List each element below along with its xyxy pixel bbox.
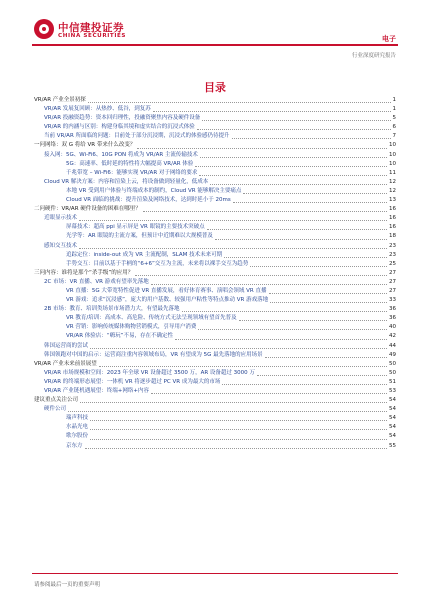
toc-entry-page: 10: [389, 151, 396, 158]
toc-leader-dots: [199, 175, 387, 176]
footer-divider: [32, 573, 398, 574]
toc-entry-page: 1: [392, 97, 396, 103]
toc-entry[interactable]: [34, 442, 396, 451]
toc-entry-title: 歌尔股份: [66, 433, 89, 440]
toc-entry[interactable]: [34, 314, 396, 323]
toc-leader-dots: [68, 411, 387, 412]
industry-section-label: 电子: [382, 35, 396, 43]
toc-entry-page: 1: [392, 106, 396, 113]
toc-entry-title: VR/AR 产业全景初探: [34, 97, 86, 103]
toc-leader-dots: [137, 148, 387, 149]
toc-leader-dots: [90, 429, 387, 430]
toc-entry-title: 当前 VR/AR 所面临的问题：目前处于部分沉浸期，沉浸式的体验感仍待提升: [44, 133, 230, 140]
toc-leader-dots: [270, 302, 387, 303]
toc-entry[interactable]: [34, 260, 396, 269]
toc-entry-title: 本地 VR 受到用户体验与终端成本的制约，Cloud VR 能够解决主要痛点: [66, 187, 242, 194]
toc-entry-title: VR/AR 发展复回顾：从热炒、低谷，到复苏: [44, 106, 151, 113]
toc-entry-page: 40: [389, 324, 396, 331]
toc-leader-dots: [80, 402, 387, 403]
toc-leader-dots: [151, 284, 387, 285]
toc-entry-page: 51: [389, 378, 396, 385]
toc-entry[interactable]: [34, 196, 396, 205]
toc-entry[interactable]: [34, 405, 396, 414]
toc-leader-dots: [239, 320, 387, 321]
toc-entry-page: 54: [389, 406, 396, 413]
toc-entry[interactable]: [34, 296, 396, 305]
toc-entry[interactable]: [34, 242, 396, 251]
toc-leader-dots: [79, 220, 387, 221]
toc-entry-page: 7: [392, 133, 396, 140]
toc-leader-dots: [90, 439, 387, 440]
toc-entry-title: VR 游戏：追求“沉浸感”，庞大的用户基数、较强用户粘性等特点推动 VR 游戏落地: [66, 297, 269, 304]
toc-entry[interactable]: [34, 287, 396, 296]
toc-entry-page: 27: [389, 278, 396, 285]
toc-entry[interactable]: [34, 369, 396, 378]
report-type-label: 行业深度研究报告: [351, 53, 396, 59]
toc-leader-dots: [215, 239, 387, 240]
toc-entry[interactable]: [34, 332, 396, 341]
toc-entry-title: VR/AR 产业未来前景展望: [34, 360, 97, 367]
toc-entry[interactable]: [34, 160, 396, 169]
company-name-cn: 中信建投证券: [58, 22, 124, 34]
toc-entry-title: 千兆带宽 – Wi-Fi6：能够实现 VR/AR 对于网络的要求: [66, 169, 198, 176]
toc-entry-title: 京东方: [66, 442, 83, 449]
toc-entry-page: 27: [389, 287, 396, 294]
toc-entry[interactable]: [34, 223, 396, 232]
toc-entry-page: 11: [389, 169, 396, 176]
toc-entry-title: 三问内容：谁将是那个“杀手级”的应用？: [34, 269, 134, 276]
toc-entry-title: VR 营销：影响传统媒体购物营销模式，引导用户消费: [66, 324, 197, 331]
toc-entry[interactable]: [34, 269, 396, 278]
toc-entry-page: 54: [389, 433, 396, 440]
toc-entry[interactable]: [34, 351, 396, 360]
toc-entry-page: 54: [389, 424, 396, 431]
toc-leader-dots: [233, 202, 387, 203]
toc-entry[interactable]: [34, 123, 396, 132]
toc-entry-page: 36: [389, 306, 396, 313]
toc-title: 目录: [204, 81, 226, 94]
toc-leader-dots: [202, 120, 390, 121]
toc-entry-page: 13: [389, 197, 396, 204]
toc-entry-title: 2B 市场：教育、培训类场景市场潜力大，有望最先落地: [44, 306, 180, 313]
toc-entry-title: VR 教育/培训：高成本、高危险、传统方式无法呈现领域有望首先普及: [66, 315, 237, 322]
toc-entry-page: 50: [389, 369, 396, 376]
toc-entry[interactable]: [34, 132, 396, 141]
table-of-contents: [34, 96, 396, 451]
toc-entry-title: 手势交互：目前以基于手柄的“6+6”交互为主流，未来将以裸手交互为趋势: [66, 260, 249, 267]
toc-entry[interactable]: [34, 305, 396, 314]
toc-leader-dots: [135, 275, 387, 276]
toc-entry-title: 感知交互技术: [44, 242, 78, 249]
toc-leader-dots: [175, 339, 387, 340]
toc-entry-page: 6: [392, 124, 396, 131]
toc-entry-title: 接入网：5G、Wi-Fi6、10G PON 将成为 VR/AR 主流传输技术: [44, 151, 198, 158]
toc-entry[interactable]: [34, 251, 396, 260]
toc-entry-page: 27: [389, 269, 396, 276]
toc-entry[interactable]: [34, 323, 396, 332]
toc-entry-page: 10: [389, 142, 396, 149]
footer-disclaimer: 请参阅最后一页的重要声明: [34, 582, 101, 588]
toc-entry-page: 10: [389, 160, 396, 167]
toc-entry-title: VR/AR 的内涵与区别：构建身临其境和虚实结合的沉浸式体验: [44, 124, 195, 131]
toc-entry[interactable]: [34, 214, 396, 223]
toc-leader-dots: [90, 348, 387, 349]
company-logo-icon: [34, 19, 54, 39]
toc-entry-title: 硬件公司: [44, 406, 67, 413]
toc-entry-page: 49: [389, 351, 396, 358]
toc-entry-page: 23: [389, 251, 396, 258]
toc-entry-title: Cloud VR 面临的挑战：提升渲染及网络技术，达到时延小于 20ms: [66, 197, 231, 204]
toc-entry-page: 54: [389, 397, 396, 404]
toc-leader-dots: [210, 184, 387, 185]
toc-entry-title: 二问硬件：VR/AR 硬件设备的困难在哪里？: [34, 206, 141, 213]
toc-leader-dots: [250, 266, 387, 267]
toc-leader-dots: [200, 157, 387, 158]
toc-leader-dots: [198, 329, 387, 330]
toc-entry-title: Cloud VR 解决方案：内容和渲染上云，将设备做到轻量化，低成本: [44, 178, 209, 185]
toc-entry[interactable]: [34, 432, 396, 441]
toc-entry[interactable]: [34, 360, 396, 369]
toc-entry-title: 韩国领跑对中国的启示：运营商注重内容领域布局，VR 有望成为 5G 最先落地的应用场景: [44, 351, 263, 358]
toc-entry[interactable]: [34, 151, 396, 160]
toc-entry-page: 12: [389, 187, 396, 194]
toc-entry-page: 53: [389, 388, 396, 394]
toc-leader-dots: [222, 384, 387, 385]
toc-entry-page: 55: [389, 442, 396, 449]
toc-entry[interactable]: [34, 178, 396, 187]
toc-entry[interactable]: [34, 141, 396, 150]
toc-entry-page: 50: [389, 360, 396, 367]
toc-leader-dots: [243, 193, 387, 194]
toc-entry-title: 瑞声科技: [66, 415, 89, 422]
toc-entry[interactable]: [34, 232, 396, 241]
toc-entry-page: 36: [389, 315, 396, 322]
toc-entry[interactable]: [34, 342, 396, 351]
toc-entry-title: 水晶光电: [66, 424, 89, 431]
toc-entry-title: 2C 市场：VR 直播、VR 游戏有望率先落地: [44, 278, 149, 285]
toc-entry[interactable]: [34, 387, 396, 396]
toc-entry-title: 屏幕技术：超高 ppi 显示屏是 VR 眼镜的主要技术突破点: [66, 224, 205, 231]
toc-leader-dots: [151, 393, 387, 394]
toc-entry-page: 33: [389, 297, 396, 304]
toc-entry-page: 16: [389, 206, 396, 213]
toc-entry-page: 12: [389, 178, 396, 185]
toc-leader-dots: [79, 248, 387, 249]
toc-leader-dots: [257, 375, 387, 376]
toc-entry-title: 韩国运营商的尝试: [44, 342, 89, 349]
toc-entry[interactable]: [34, 396, 396, 405]
company-name-en: CHINA SECURITIES: [58, 33, 127, 39]
toc-entry-title: 追踪定位：inside-out 成为 VR 主流配制，SLAM 技术未来可期: [66, 251, 223, 258]
toc-leader-dots: [197, 129, 391, 130]
toc-entry-title: VR/AR 体验店：“嗨玩”不易，存在不确定性: [66, 333, 173, 340]
toc-leader-dots: [207, 229, 387, 230]
header-divider: [32, 44, 398, 46]
toc-entry-title: 光学等：AR 眼镜的主流方案，但预计中近期难以大规模普及: [66, 233, 213, 240]
toc-leader-dots: [269, 293, 387, 294]
toc-entry[interactable]: [34, 187, 396, 196]
toc-entry-title: VR 直播：5G 大带宽特性促进 VR 直播发展，看好体育赛事、演唱会领域 VR 直播: [66, 287, 267, 294]
toc-leader-dots: [99, 366, 387, 367]
toc-entry[interactable]: [34, 105, 396, 114]
toc-entry-page: 25: [389, 260, 396, 267]
toc-entry-title: VR/AR 产业链机遇展望：终端+网络+内容: [44, 388, 149, 394]
toc-entry-page: 42: [389, 333, 396, 340]
toc-entry-page: 18: [389, 233, 396, 240]
toc-leader-dots: [232, 138, 391, 139]
toc-entry-title: VR/AR 投融资趋势：资本回归理性，投融资聚焦内容及硬件设备: [44, 115, 201, 122]
toc-entry[interactable]: [34, 169, 396, 178]
toc-entry[interactable]: [34, 423, 396, 432]
toc-entry[interactable]: [34, 96, 396, 105]
toc-entry-page: 23: [389, 242, 396, 249]
toc-entry-page: 16: [389, 224, 396, 231]
toc-entry[interactable]: [34, 278, 396, 287]
toc-entry[interactable]: [34, 378, 396, 387]
toc-entry-page: 44: [389, 342, 396, 349]
toc-entry-title: 一问网络：双 G 将给 VR 带来什么改变？: [34, 142, 136, 149]
toc-entry-title: VR/AR 市场规模和空间：2023 年全球 VR 设备超过 3500 万，AR 设备超过 3000 万: [44, 369, 255, 376]
toc-leader-dots: [195, 166, 387, 167]
toc-leader-dots: [143, 211, 387, 212]
toc-entry[interactable]: [34, 414, 396, 423]
toc-entry-title: VR/AR 的终端形态展望：一体机 VR 将逐步超过 PC VR 成为最大的市场: [44, 378, 221, 385]
toc-entry-title: 近眼显示技术: [44, 215, 78, 222]
toc-leader-dots: [224, 257, 387, 258]
toc-entry-page: 16: [389, 215, 396, 222]
toc-leader-dots: [153, 111, 391, 112]
toc-leader-dots: [265, 357, 387, 358]
toc-entry[interactable]: [34, 205, 396, 214]
toc-entry-page: 54: [389, 415, 396, 422]
toc-leader-dots: [182, 311, 387, 312]
toc-entry-title: 建议重点关注公司: [34, 397, 79, 404]
toc-leader-dots: [85, 448, 387, 449]
toc-entry[interactable]: [34, 114, 396, 123]
toc-leader-dots: [88, 102, 391, 103]
toc-entry-title: 5G：高速率、低时延的特性将大幅提高 VR/AR 体验: [66, 160, 194, 167]
toc-entry-page: 5: [392, 115, 396, 122]
toc-leader-dots: [90, 420, 387, 421]
